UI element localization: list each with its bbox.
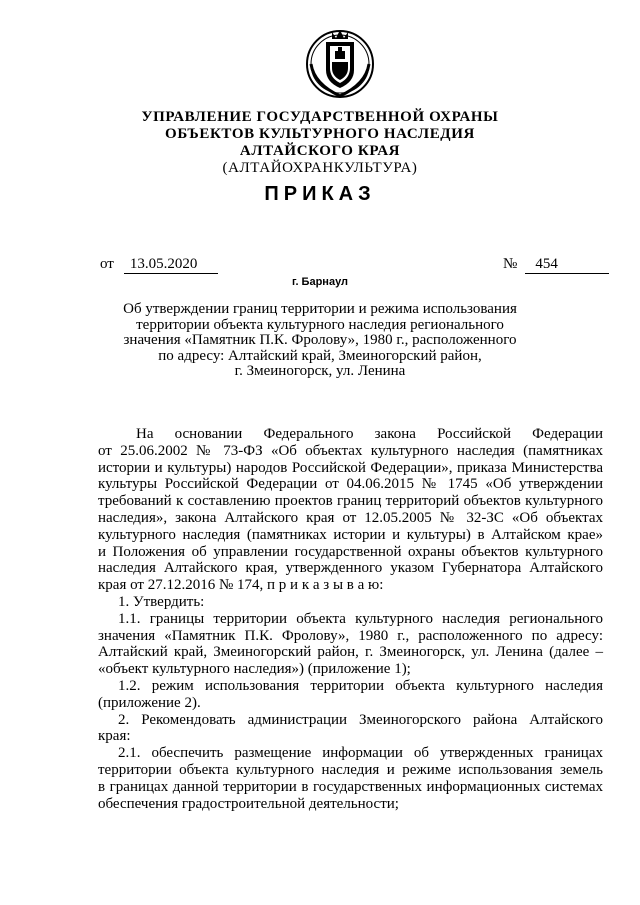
document-body <box>98 426 603 812</box>
organization-header <box>0 109 640 177</box>
document-type-title: ПРИКАЗ <box>264 183 376 205</box>
body-line: культурного наследия (памятниках истории и культуры) в Алтайском крае» <box>98 526 603 543</box>
subject-line: территории объекта культурного наследия регионального <box>136 316 504 333</box>
body-line: истории и культуры) народов Российской Федерации», приказа Министерства <box>98 459 603 476</box>
body-line: требований к составлению проектов границ территорий объектов культурного <box>98 493 603 510</box>
item-2-1-line: в границах данной территории в государственных информационных системах <box>98 778 603 795</box>
item-2-1-line: обеспечения градостроительной деятельности; <box>98 795 399 812</box>
subject-line: по адресу: Алтайский край, Змеиногорский район, <box>158 347 482 364</box>
item-2-line: края: <box>98 728 131 745</box>
subject-line: г. Змеиногорск, ул. Ленина <box>234 363 406 379</box>
number-label: № <box>503 256 518 272</box>
city-name: г. Барнаул <box>291 276 349 288</box>
document-number <box>503 256 609 274</box>
item-2-line: 2. Рекомендовать администрации Змеиногорского района Алтайского <box>118 711 603 728</box>
item-1: 1. Утвердить: <box>118 593 205 610</box>
item-1-1-line: Алтайский край, Змеиногорский район, г. Змеиногорск, ул. Ленина (далее – <box>98 644 603 661</box>
item-2-1-line: 2.1. обеспечить размещение информации об утвержденных границах <box>118 745 603 762</box>
subject-line: Об утверждении границ территории и режима использования <box>123 301 517 317</box>
date-label: от <box>100 256 114 272</box>
coat-of-arms-emblem <box>302 24 378 100</box>
item-1-2-line: (приложение 2). <box>98 694 201 711</box>
item-1-1-line: значения «Памятник П.К. Фролову», 1980 г., расположенного по адресу: <box>98 627 603 644</box>
body-line: На основании Федерального закона Российской Федерации <box>136 426 603 442</box>
org-line-3: АЛТАЙСКОГО КРАЯ <box>239 143 401 159</box>
body-line: и Положения об управлении государственной охраны объектов культурного <box>98 543 603 560</box>
subject-line: значения «Памятник П.К. Фролову», 1980 г., расположенного <box>123 332 517 348</box>
org-line-1: УПРАВЛЕНИЕ ГОСУДАРСТВЕННОЙ ОХРАНЫ <box>141 109 499 125</box>
org-line-2: ОБЪЕКТОВ КУЛЬТУРНОГО НАСЛЕДИЯ <box>165 126 475 142</box>
document-date <box>100 256 218 274</box>
body-line: культуры Российской Федерации от 04.06.2015 № 1745 «Об утверждении <box>98 476 603 493</box>
body-line: наследия», закона Алтайского края от 12.05.2005 № 32-ЗС «Об объектах <box>98 509 603 526</box>
number-value: 454 <box>525 256 609 274</box>
body-line: края от 27.12.2016 № 174, п р и к а з ы в а ю: <box>98 577 384 594</box>
date-value: 13.05.2020 <box>124 256 218 274</box>
document-subject <box>0 302 640 380</box>
item-2-1-line: территории объекта культурного наследия и режиме использования земель <box>98 761 603 778</box>
body-line: от 25.06.2002 № 73-ФЗ «Об объектах культурного наследия (памятниках <box>98 442 603 459</box>
body-line: наследия Алтайского края, утвержденного указом Губернатора Алтайского <box>98 560 603 577</box>
item-1-2-line: 1.2. режим использования территории объекта культурного наследия <box>118 677 603 694</box>
item-1-1-line: «объект культурного наследия») (приложение 1); <box>98 661 411 678</box>
item-1-1-line: 1.1. границы территории объекта культурного наследия регионального <box>118 610 603 627</box>
org-abbreviation: (АЛТАЙОХРАНКУЛЬТУРА) <box>222 160 418 176</box>
